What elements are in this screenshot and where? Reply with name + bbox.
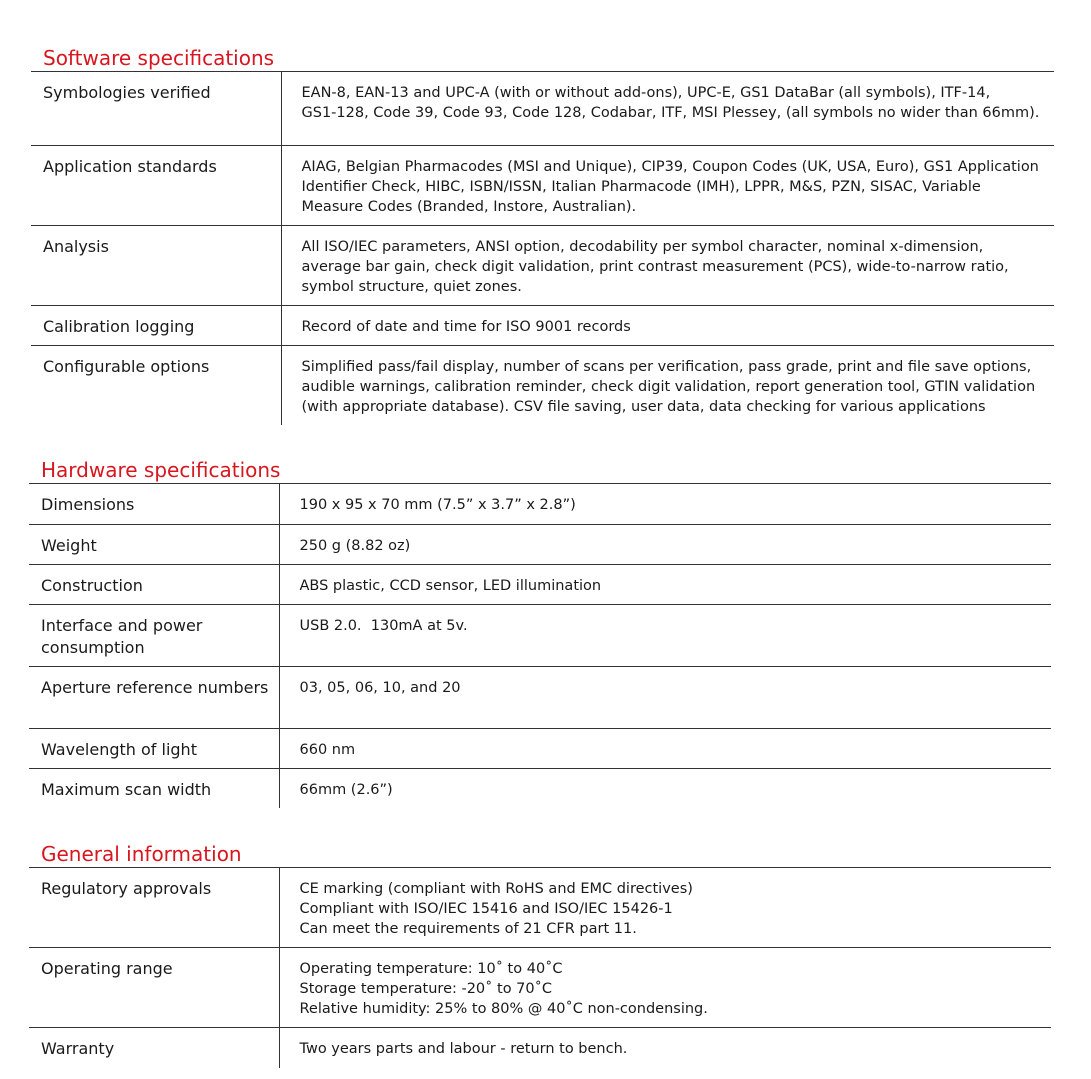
spec-value bbox=[279, 728, 1051, 768]
spec-value-line: 660 nm bbox=[299, 741, 356, 758]
table-row bbox=[31, 72, 1054, 145]
spec-value-line: Relative humidity: 25% to 80% @ 40˚C non-condensing. bbox=[299, 1001, 708, 1017]
spec-label: Interface and power consumption bbox=[29, 604, 279, 666]
table-row bbox=[29, 564, 1051, 604]
spec-label: Aperture reference numbers bbox=[29, 666, 279, 728]
table-row bbox=[29, 1028, 1051, 1068]
spec-value-line: symbol structure, quiet zones. bbox=[301, 278, 522, 295]
spec-value-line: Compliant with ISO/IEC 15416 and ISO/IEC 15426-1 bbox=[299, 901, 673, 917]
spec-value-line: Identifier Check, HIBC, ISBN/ISSN, Italian Pharmacode (IMH), LPPR, M&S, PZN, SISAC, Variable bbox=[301, 178, 981, 195]
table-row bbox=[29, 768, 1051, 808]
spec-value bbox=[281, 225, 1054, 305]
spec-value-line: Simplified pass/fail display, number of scans per verification, pass grade, print and file save options, bbox=[301, 358, 1032, 375]
table-row bbox=[31, 225, 1054, 305]
spec-label: Analysis bbox=[31, 225, 281, 305]
spec-value-line: 03, 05, 06, 10, and 20 bbox=[299, 679, 461, 696]
spec-value-line: EAN-8, EAN-13 and UPC-A (with or without add-ons), UPC-E, GS1 DataBar (all symbols), ITF-14, bbox=[301, 85, 991, 101]
spec-label: Operating range bbox=[29, 948, 279, 1028]
spec-label: Configurable options bbox=[31, 345, 281, 425]
software-section bbox=[31, 44, 1054, 425]
table-row bbox=[29, 728, 1051, 768]
spec-value-line: Storage temperature: -20˚ to 70˚C bbox=[299, 981, 553, 997]
spec-label: Warranty bbox=[29, 1028, 279, 1068]
spec-value-line: Two years parts and labour - return to bench. bbox=[299, 1041, 628, 1057]
spec-value bbox=[279, 948, 1051, 1028]
table-row bbox=[31, 345, 1054, 425]
spec-label: Application standards bbox=[31, 145, 281, 225]
spec-value-line: (with appropriate database). CSV file saving, user data, data checking for various applications bbox=[301, 398, 986, 415]
spec-value bbox=[279, 1028, 1051, 1068]
general-section-title: General information bbox=[29, 840, 1051, 868]
general-section bbox=[29, 840, 1051, 1068]
spec-label: Wavelength of light bbox=[29, 728, 279, 768]
spec-value bbox=[279, 484, 1051, 524]
table-row bbox=[29, 524, 1051, 564]
spec-value bbox=[279, 768, 1051, 808]
spec-label: Weight bbox=[29, 524, 279, 564]
spec-value bbox=[281, 305, 1054, 345]
spec-value bbox=[281, 345, 1054, 425]
spec-value-line: GS1-128, Code 39, Code 93, Code 128, Codabar, ITF, MSI Plessey, (all symbols no wider than 66mm). bbox=[301, 105, 1040, 121]
table-row bbox=[31, 145, 1054, 225]
spec-value-line: CE marking (compliant with RoHS and EMC directives) bbox=[299, 881, 693, 897]
spec-value-line: 190 x 95 x 70 mm (7.5” x 3.7” x 2.8”) bbox=[299, 497, 576, 513]
spec-label: Regulatory approvals bbox=[29, 868, 279, 948]
spec-value bbox=[279, 564, 1051, 604]
spec-label: Symbologies verified bbox=[31, 72, 281, 145]
spec-label: Maximum scan width bbox=[29, 768, 279, 808]
spec-label: Dimensions bbox=[29, 484, 279, 524]
spec-value-line: 250 g (8.82 oz) bbox=[299, 537, 411, 554]
hardware-section-title: Hardware specifications bbox=[29, 456, 1051, 484]
spec-value bbox=[279, 868, 1051, 948]
hardware-spec-table bbox=[29, 484, 1051, 808]
spec-value bbox=[279, 666, 1051, 728]
spec-value-line: audible warnings, calibration reminder, check digit validation, report generation tool, GTIN validation bbox=[301, 378, 1036, 395]
software-section-title: Software specifications bbox=[31, 44, 1054, 72]
spec-value-line: ABS plastic, CCD sensor, LED illumination bbox=[299, 577, 602, 594]
spec-value bbox=[281, 72, 1054, 145]
spec-value-line: Measure Codes (Branded, Instore, Australian). bbox=[301, 198, 637, 215]
general-info-table bbox=[29, 868, 1051, 1068]
spec-label: Calibration logging bbox=[31, 305, 281, 345]
spec-value-line: 66mm (2.6”) bbox=[299, 781, 393, 798]
spec-value-line: average bar gain, check digit validation, print contrast measurement (PCS), wide-to-narrow ratio, bbox=[301, 258, 1009, 275]
hardware-section bbox=[29, 456, 1051, 808]
spec-label: Construction bbox=[29, 564, 279, 604]
spec-value-line: Record of date and time for ISO 9001 records bbox=[301, 318, 631, 335]
table-row bbox=[29, 868, 1051, 948]
table-row bbox=[29, 666, 1051, 728]
table-row bbox=[31, 305, 1054, 345]
software-spec-table bbox=[31, 72, 1054, 425]
spec-value-line: Can meet the requirements of 21 CFR part 11. bbox=[299, 921, 637, 937]
spec-value-line: Operating temperature: 10˚ to 40˚C bbox=[299, 961, 563, 977]
spec-value-line: All ISO/IEC parameters, ANSI option, decodability per symbol character, nominal x-dimension, bbox=[301, 238, 984, 255]
spec-value bbox=[281, 145, 1054, 225]
table-row bbox=[29, 484, 1051, 524]
spec-value-line: AIAG, Belgian Pharmacodes (MSI and Unique), CIP39, Coupon Codes (UK, USA, Euro), GS1 Application bbox=[301, 158, 1039, 175]
spec-value bbox=[279, 604, 1051, 666]
spec-value bbox=[279, 524, 1051, 564]
table-row bbox=[29, 948, 1051, 1028]
spec-value-line: USB 2.0. 130mA at 5v. bbox=[299, 617, 468, 634]
table-row bbox=[29, 604, 1051, 666]
